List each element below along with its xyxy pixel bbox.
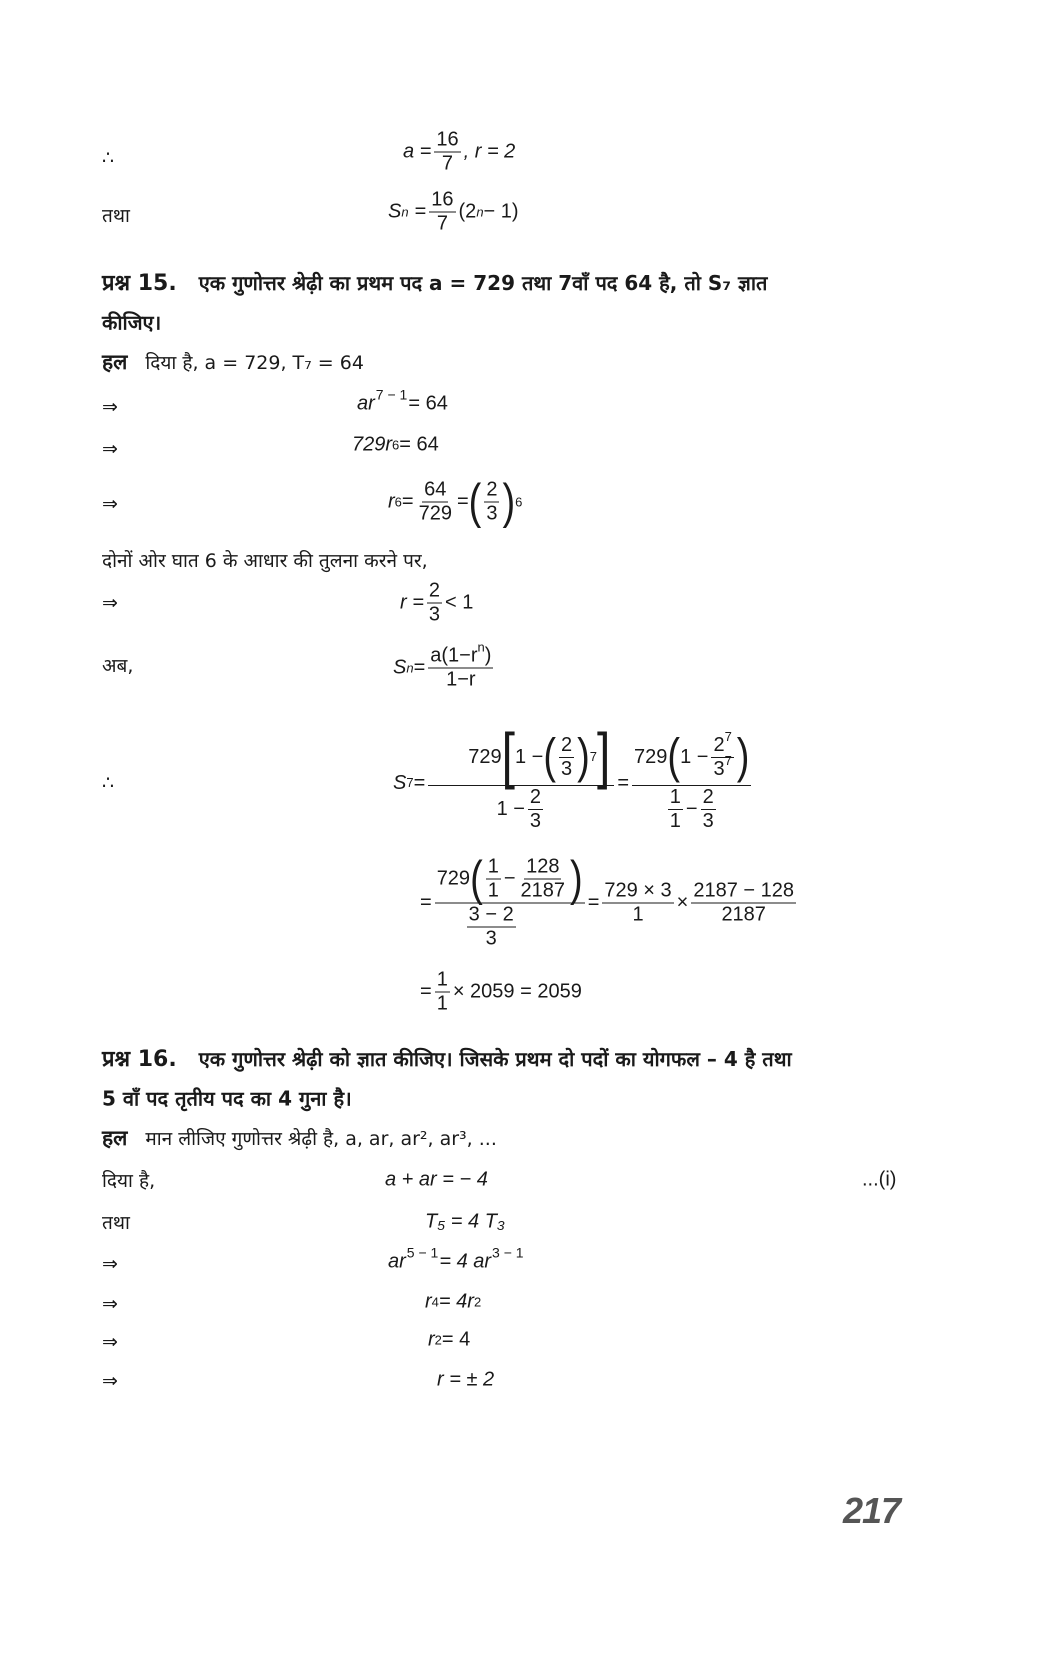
math-text: 3 − 2 xyxy=(468,903,514,926)
math-text: 729r xyxy=(352,433,393,456)
question-16-text-line2: 5 वाँ पद तृतीय पद का 4 गुना है। xyxy=(102,1086,352,1111)
comparison-text: दोनों ओर घात 6 के आधार की तुलना करने पर, xyxy=(102,550,428,572)
math-text xyxy=(435,851,585,907)
equation-sum-formula xyxy=(393,639,496,692)
math-text: 729 xyxy=(468,745,502,768)
equation-tag: ...(i) xyxy=(862,1168,897,1191)
fraction xyxy=(435,969,450,1016)
fraction xyxy=(486,856,501,903)
math-text: हल xyxy=(102,350,128,374)
math-text: r = ± 2 xyxy=(437,1368,495,1391)
math-text: S xyxy=(393,771,407,794)
bracket: ] xyxy=(597,721,611,791)
equation-step xyxy=(425,1211,505,1234)
math-text: 729 [ 1 − ( $\frac{2}{3}$ ) 7 ] xyxy=(428,733,614,786)
implies-symbol: ⇒ xyxy=(102,1293,118,1315)
fraction xyxy=(632,728,751,833)
math-text: 3 xyxy=(561,757,573,780)
label-tatha: तथा xyxy=(102,1212,130,1234)
math-text: a(1−r xyxy=(430,644,478,667)
math-text: (2 xyxy=(458,200,477,223)
math-text: 3 xyxy=(486,502,498,525)
math-text: 3 xyxy=(702,809,714,832)
label-tatha: तथा xyxy=(102,205,130,227)
math-text: a + ar = − 4 xyxy=(385,1168,488,1191)
bracket: ( xyxy=(468,474,482,530)
implies-symbol: ⇒ xyxy=(102,1331,118,1353)
equation-step xyxy=(388,1244,525,1274)
math-text: = 4 xyxy=(441,1328,471,1351)
fraction xyxy=(427,580,442,627)
implies-symbol: ⇒ xyxy=(102,438,118,460)
math-text: r = xyxy=(400,591,424,614)
implies-symbol: ⇒ xyxy=(102,396,118,418)
fraction xyxy=(434,129,460,176)
math-text: < 1 xyxy=(445,591,474,614)
math-text: T₅ = 4 T₃ xyxy=(425,1210,505,1233)
bracket: ) xyxy=(577,729,590,785)
question-15-text-line2: कीजिए। xyxy=(102,310,162,335)
question-15-heading xyxy=(102,267,767,297)
math-text: 1 xyxy=(436,968,448,991)
equation-sn xyxy=(388,189,519,236)
math-text: 7 xyxy=(724,728,732,744)
exponent: 5 − 1 xyxy=(406,1244,439,1260)
equation-step xyxy=(400,580,473,627)
math-text xyxy=(428,639,493,669)
math-text: 1 xyxy=(669,809,681,832)
math-text: n xyxy=(401,204,409,219)
math-text: − xyxy=(503,867,516,890)
bracket: ) xyxy=(736,729,750,785)
fraction xyxy=(559,734,574,781)
equation-s7: S 7 = 729 [ 1 − ( $\frac{2}{3}$ ) 7 ] 1 − $\frac{2}{3}$ = 729 ( 1 − $\frac{2^7}{3^7}$ ) $\frac{1}{1}$ − $\frac{2}{3}$ xyxy=(393,721,750,832)
fraction xyxy=(691,880,796,927)
solution-given xyxy=(102,348,364,376)
equation-step: 729r 6 = 64 xyxy=(352,433,439,456)
math-text: = 4r xyxy=(438,1290,474,1313)
math-text: r xyxy=(428,1328,435,1351)
math-text: r xyxy=(425,1290,432,1313)
math-text: 3 xyxy=(713,757,725,780)
implies-symbol: ⇒ xyxy=(102,1253,118,1275)
equation-step: r 6 = $\frac{64}{729}$ = ( $\frac{2}{3}$ ) 6 xyxy=(388,474,523,530)
bracket: [ xyxy=(501,721,515,791)
equation-s7-step2 xyxy=(420,851,799,951)
math-text: 2187 − 128 xyxy=(693,879,795,902)
fraction xyxy=(711,728,733,781)
therefore-symbol: ∴ xyxy=(102,772,115,794)
math-text: 1 xyxy=(632,903,644,926)
math-text: 3 xyxy=(485,927,497,950)
math-text: दिया है, a = 729, T₇ = 64 xyxy=(145,352,364,374)
math-text: × xyxy=(676,891,689,914)
math-text: n xyxy=(477,639,485,655)
implies-symbol: ⇒ xyxy=(102,493,118,515)
math-text: − 1) xyxy=(483,200,519,223)
equation-step: r 2 = 4 xyxy=(428,1328,471,1351)
equation-step: r 4 = 4r 2 xyxy=(425,1290,482,1313)
math-text: = xyxy=(413,771,426,794)
math-text: × 2059 = 2059 xyxy=(452,980,582,1003)
math-text: = xyxy=(420,980,432,1003)
math-text: S xyxy=(388,200,402,223)
label-given: दिया है, xyxy=(102,1170,156,1192)
math-text: 2 xyxy=(529,786,542,808)
math-text: = xyxy=(617,771,630,794)
math-text: ar xyxy=(388,1250,406,1273)
fraction xyxy=(435,851,585,951)
math-text: 1 − xyxy=(514,745,544,768)
bracket: ) xyxy=(502,474,516,530)
fraction xyxy=(465,904,518,951)
math-text: 7 xyxy=(441,152,454,175)
math-text: 1 xyxy=(436,992,448,1015)
math-text: ) xyxy=(484,644,492,667)
math-text: = xyxy=(420,891,432,914)
math-text: 2 xyxy=(428,579,441,602)
exponent: 7 − 1 xyxy=(375,386,408,402)
math-text: 2 xyxy=(713,733,725,756)
math-text: 1 − xyxy=(496,798,525,820)
math-text: 1 xyxy=(487,879,499,902)
equation-step xyxy=(357,386,448,416)
math-text: 2 xyxy=(702,785,714,808)
math-text: r xyxy=(388,490,395,513)
fraction xyxy=(484,479,499,526)
math-text: प्रश्न 15. xyxy=(102,271,177,296)
math-text: 729 × 3 xyxy=(604,879,672,902)
equation-a-r xyxy=(403,129,515,176)
page-number: 217 xyxy=(843,1490,901,1531)
fraction xyxy=(429,189,455,236)
math-text: 1−r xyxy=(446,668,476,691)
math-text: मान लीजिए गुणोत्तर श्रेढ़ी है, a, ar, ar², ar³, ... xyxy=(145,1128,497,1150)
implies-symbol: ⇒ xyxy=(102,592,118,614)
math-text: 729 xyxy=(436,867,471,890)
math-text: a = xyxy=(403,140,432,163)
math-text: हल xyxy=(102,1126,128,1150)
math-text: 7 xyxy=(436,212,448,235)
equation-step xyxy=(437,1369,494,1392)
math-text: 2 xyxy=(486,478,498,501)
math-text: ar xyxy=(357,392,375,415)
question-text: एक गुणोत्तर श्रेढ़ी का प्रथम पद a = 729 तथा 7वाँ पद 64 है, तो S₇ ज्ञात xyxy=(198,271,768,295)
math-text: = xyxy=(414,200,427,223)
label-ab: अब, xyxy=(102,655,134,677)
equation-s7-result xyxy=(420,969,582,1016)
math-text: 2187 xyxy=(520,879,566,902)
fraction xyxy=(602,880,673,927)
math-text: n xyxy=(476,204,484,219)
question-16-heading xyxy=(102,1043,792,1073)
fraction xyxy=(519,856,568,903)
math-text: = xyxy=(456,490,469,513)
implies-symbol: ⇒ xyxy=(102,1370,118,1392)
math-text: 1 − xyxy=(680,745,709,768)
math-text: 7 xyxy=(724,752,732,768)
fraction xyxy=(668,786,683,833)
math-text: 729 xyxy=(418,502,452,525)
math-text xyxy=(495,786,548,833)
solution-assume xyxy=(102,1124,497,1152)
math-text: = xyxy=(401,490,414,513)
math-text: = 4 ar xyxy=(439,1250,492,1273)
math-text: n xyxy=(406,660,414,675)
math-text: , r = 2 xyxy=(463,140,516,163)
fraction xyxy=(428,639,493,692)
math-text: S xyxy=(393,656,407,679)
math-text: प्रश्न 16. xyxy=(102,1047,177,1072)
math-text: 3 xyxy=(529,810,542,832)
math-text: 1 xyxy=(487,855,499,878)
math-text: 729 xyxy=(634,745,668,768)
fraction xyxy=(528,786,543,833)
fraction xyxy=(417,479,454,526)
therefore-symbol: ∴ xyxy=(102,147,115,169)
math-text: 16 xyxy=(436,128,459,151)
math-text: = xyxy=(413,656,426,679)
bracket: ) xyxy=(570,851,583,907)
math-text: = 64 xyxy=(408,392,448,415)
math-text: 16 xyxy=(431,188,454,211)
math-text xyxy=(663,786,721,833)
bracket: ( xyxy=(543,729,556,785)
math-text xyxy=(711,752,733,781)
equation-i xyxy=(385,1169,488,1192)
math-text: 128 xyxy=(526,855,560,878)
fraction xyxy=(701,786,716,833)
math-text: 64 xyxy=(424,478,447,501)
math-text xyxy=(632,728,751,786)
math-text: − xyxy=(685,797,698,820)
bracket: ( xyxy=(667,729,681,785)
exponent: 3 − 1 xyxy=(492,1244,524,1260)
math-text: 3 xyxy=(428,603,441,626)
math-text: 1 xyxy=(669,785,681,808)
math-text: = 64 xyxy=(399,433,439,456)
question-text: एक गुणोत्तर श्रेढ़ी को ज्ञात कीजिए। जिसके प्रथम दो पदों का योगफल – 4 है तथा xyxy=(198,1047,792,1071)
math-text: 2 xyxy=(561,733,573,756)
math-text: 2187 xyxy=(721,903,766,926)
bracket: ( xyxy=(470,851,483,907)
math-text: = xyxy=(587,891,600,914)
